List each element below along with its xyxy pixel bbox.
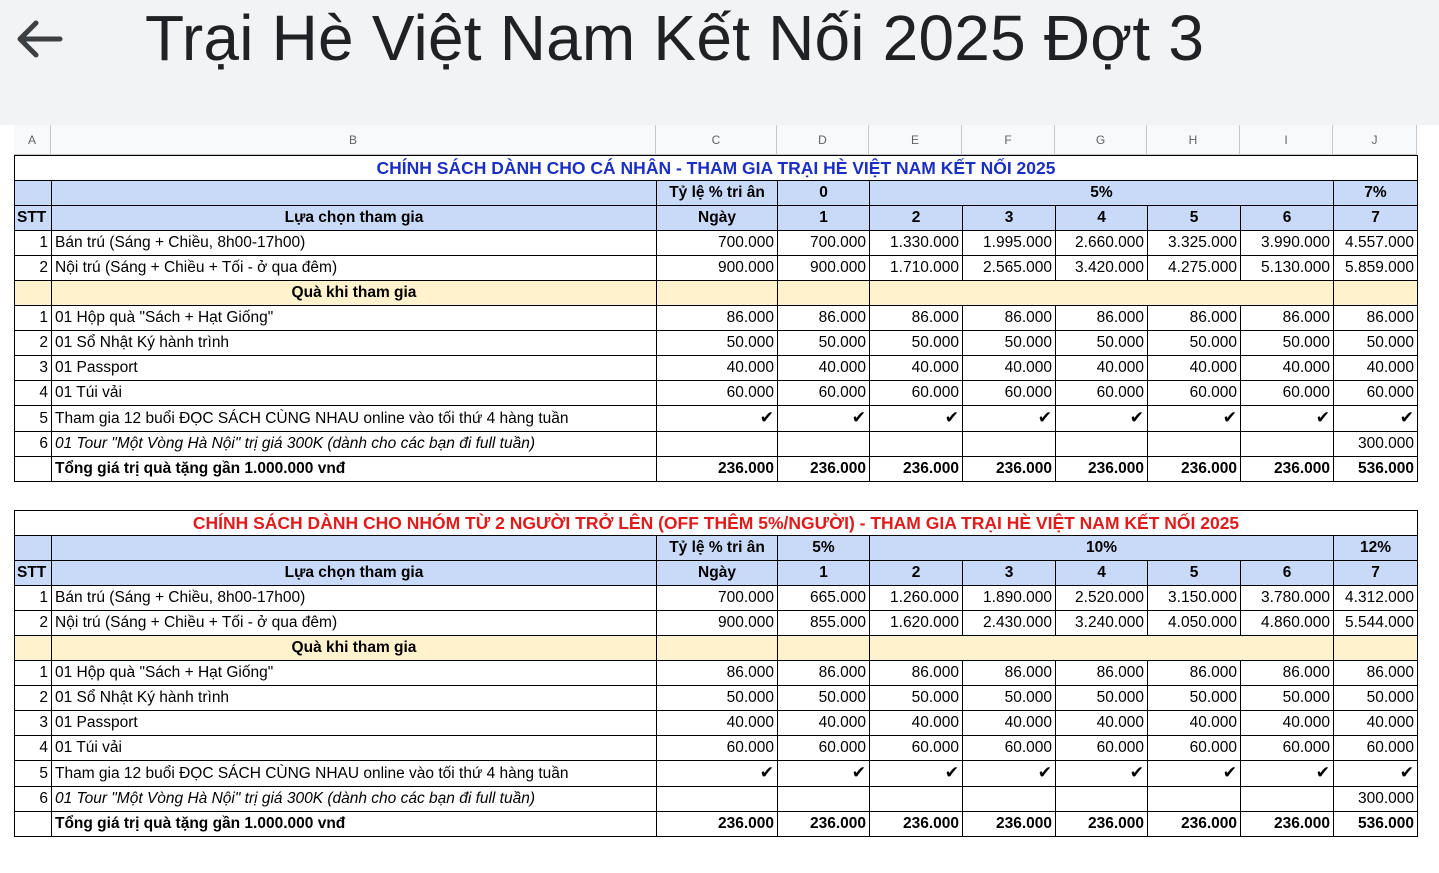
- gift-value[interactable]: 50.000: [1241, 331, 1334, 356]
- column-header-j[interactable]: J: [1333, 125, 1417, 155]
- section-title-row: [15, 156, 1418, 181]
- gift-value[interactable]: 40.000: [1334, 711, 1418, 736]
- gift-value[interactable]: 50.000: [778, 686, 870, 711]
- gift-value[interactable]: 40.000: [1334, 356, 1418, 381]
- empty-cell[interactable]: [15, 812, 52, 837]
- header-cell[interactable]: [15, 536, 52, 561]
- day-count-header[interactable]: 3: [963, 206, 1056, 231]
- total-value[interactable]: 236.000: [870, 812, 963, 837]
- gift-value[interactable]: 60.000: [657, 736, 778, 761]
- gift-value[interactable]: 60.000: [1056, 736, 1148, 761]
- empty-cell[interactable]: [963, 432, 1056, 457]
- header-cell[interactable]: [1334, 636, 1418, 661]
- total-value[interactable]: 236.000: [963, 812, 1056, 837]
- gift-value[interactable]: 60.000: [1148, 381, 1241, 406]
- checkbox-cell[interactable]: [778, 406, 870, 432]
- day-count-header[interactable]: 1: [778, 561, 870, 586]
- check-icon[interactable]: ✔: [1315, 408, 1330, 427]
- empty-cell[interactable]: [1056, 432, 1148, 457]
- total-value[interactable]: 236.000: [778, 812, 870, 837]
- gift-value[interactable]: 86.000: [1148, 661, 1241, 686]
- day-count-header[interactable]: 2: [870, 561, 963, 586]
- gift-value[interactable]: 60.000: [778, 736, 870, 761]
- gift-value[interactable]: 86.000: [870, 661, 963, 686]
- rate-day-1[interactable]: 0: [778, 181, 870, 206]
- total-row: [15, 812, 1418, 837]
- check-icon[interactable]: ✔: [1037, 408, 1052, 427]
- column-header-a[interactable]: A: [14, 125, 51, 155]
- page-title: Trại Hè Việt Nam Kết Nối 2025 Đợt 3: [145, 2, 1205, 74]
- checkbox-cell[interactable]: [1056, 406, 1148, 432]
- gift-name[interactable]: 01 Túi vải: [52, 736, 657, 761]
- rate-days-2-6[interactable]: 5%: [870, 181, 1334, 206]
- gift-value[interactable]: 50.000: [657, 331, 778, 356]
- price-cell[interactable]: 1.620.000: [870, 611, 963, 636]
- day-price[interactable]: 700.000: [657, 231, 778, 256]
- gift-name[interactable]: 01 Hộp quà "Sách + Hạt Giống": [52, 306, 657, 331]
- row-number[interactable]: 6: [15, 432, 52, 457]
- price-cell[interactable]: 900.000: [778, 256, 870, 281]
- price-cell[interactable]: 1.995.000: [963, 231, 1056, 256]
- gift-value[interactable]: 60.000: [1334, 736, 1418, 761]
- row-number[interactable]: 2: [15, 331, 52, 356]
- total-value[interactable]: 236.000: [1241, 457, 1334, 482]
- row-number[interactable]: 4: [15, 736, 52, 761]
- gift-value[interactable]: 40.000: [1241, 711, 1334, 736]
- price-cell[interactable]: 2.565.000: [963, 256, 1056, 281]
- price-cell[interactable]: 665.000: [778, 586, 870, 611]
- table-row: [15, 711, 1418, 736]
- table-row: [15, 406, 1418, 432]
- empty-cell[interactable]: [15, 457, 52, 482]
- tour-name[interactable]: 01 Tour "Một Vòng Hà Nội" trị giá 300K (dành cho các bạn đi full tuần): [52, 432, 657, 457]
- gift-value[interactable]: 50.000: [778, 331, 870, 356]
- gift-value[interactable]: 50.000: [1056, 331, 1148, 356]
- empty-cell[interactable]: [778, 787, 870, 812]
- table-row: [15, 611, 1418, 636]
- gift-value[interactable]: 60.000: [870, 381, 963, 406]
- column-header-i[interactable]: I: [1240, 125, 1333, 155]
- empty-cell[interactable]: [1241, 432, 1334, 457]
- price-cell[interactable]: 700.000: [778, 231, 870, 256]
- option-name[interactable]: Bán trú (Sáng + Chiều, 8h00-17h00): [52, 231, 657, 256]
- option-header[interactable]: Lựa chọn tham gia: [52, 206, 657, 231]
- row-number[interactable]: 5: [15, 761, 52, 787]
- day-count-header[interactable]: 5: [1148, 206, 1241, 231]
- arrow-left-icon: [10, 14, 66, 64]
- empty-cell[interactable]: [778, 432, 870, 457]
- column-header-g[interactable]: G: [1055, 125, 1147, 155]
- gift-value[interactable]: 60.000: [1056, 381, 1148, 406]
- day-count-header[interactable]: 4: [1056, 206, 1148, 231]
- column-header-d[interactable]: D: [777, 125, 869, 155]
- gift-value[interactable]: 60.000: [963, 381, 1056, 406]
- gift-value[interactable]: 50.000: [870, 331, 963, 356]
- header-cell[interactable]: [657, 636, 778, 661]
- gift-value[interactable]: 86.000: [1241, 661, 1334, 686]
- rate-day-7[interactable]: 7%: [1334, 181, 1418, 206]
- row-number[interactable]: 3: [15, 711, 52, 736]
- price-cell[interactable]: 3.420.000: [1056, 256, 1148, 281]
- gift-value[interactable]: 86.000: [1056, 661, 1148, 686]
- tour-value[interactable]: 300.000: [1334, 787, 1418, 812]
- header-cell[interactable]: [52, 536, 657, 561]
- price-cell[interactable]: 2.520.000: [1056, 586, 1148, 611]
- row-number[interactable]: 1: [15, 661, 52, 686]
- header-cell[interactable]: [657, 281, 778, 306]
- rate-days-2-6[interactable]: 10%: [870, 536, 1334, 561]
- gift-value[interactable]: 40.000: [963, 356, 1056, 381]
- checkbox-cell[interactable]: [1148, 406, 1241, 432]
- gift-header[interactable]: Quà khi tham gia: [52, 281, 657, 306]
- day-count-header[interactable]: 2: [870, 206, 963, 231]
- day-header[interactable]: Ngày: [657, 561, 778, 586]
- table-row: [15, 761, 1418, 787]
- price-cell[interactable]: 2.430.000: [963, 611, 1056, 636]
- gift-value[interactable]: 50.000: [870, 686, 963, 711]
- table-row: [15, 661, 1418, 686]
- price-cell[interactable]: 3.325.000: [1148, 231, 1241, 256]
- gift-value[interactable]: 40.000: [1148, 711, 1241, 736]
- day-price[interactable]: 700.000: [657, 586, 778, 611]
- checkbox-cell[interactable]: [963, 406, 1056, 432]
- header-cell[interactable]: [52, 181, 657, 206]
- price-cell[interactable]: 3.150.000: [1148, 586, 1241, 611]
- day-count-header[interactable]: 7: [1334, 206, 1418, 231]
- check-icon[interactable]: ✔: [944, 763, 959, 782]
- price-cell[interactable]: 5.130.000: [1241, 256, 1334, 281]
- day-count-header[interactable]: 6: [1241, 561, 1334, 586]
- price-cell[interactable]: 5.859.000: [1334, 256, 1418, 281]
- day-count-header[interactable]: 5: [1148, 561, 1241, 586]
- option-name[interactable]: Bán trú (Sáng + Chiều, 8h00-17h00): [52, 586, 657, 611]
- rate-day-1[interactable]: 5%: [778, 536, 870, 561]
- checkbox-cell[interactable]: [657, 761, 778, 787]
- gift-value[interactable]: 86.000: [1148, 306, 1241, 331]
- price-cell[interactable]: 1.710.000: [870, 256, 963, 281]
- total-value[interactable]: 536.000: [1334, 812, 1418, 837]
- check-icon[interactable]: ✔: [1037, 763, 1052, 782]
- total-value[interactable]: 236.000: [1056, 812, 1148, 837]
- empty-cell[interactable]: [1148, 787, 1241, 812]
- gift-value[interactable]: 86.000: [778, 661, 870, 686]
- gift-name[interactable]: 01 Passport: [52, 356, 657, 381]
- total-label[interactable]: Tổng giá trị quà tặng gần 1.000.000 vnđ: [52, 812, 657, 837]
- gift-value[interactable]: 50.000: [1148, 686, 1241, 711]
- check-icon[interactable]: ✔: [1222, 408, 1237, 427]
- row-number[interactable]: 1: [15, 306, 52, 331]
- price-cell[interactable]: 855.000: [778, 611, 870, 636]
- gift-value[interactable]: 40.000: [1056, 356, 1148, 381]
- back-button[interactable]: [10, 14, 66, 64]
- price-cell[interactable]: 3.780.000: [1241, 586, 1334, 611]
- tour-value[interactable]: 300.000: [1334, 432, 1418, 457]
- tour-name[interactable]: 01 Tour "Một Vòng Hà Nội" trị giá 300K (dành cho các bạn đi full tuần): [52, 787, 657, 812]
- day-price[interactable]: 900.000: [657, 256, 778, 281]
- table-row: [15, 736, 1418, 761]
- gift-name[interactable]: 01 Túi vải: [52, 381, 657, 406]
- empty-cell[interactable]: [1056, 787, 1148, 812]
- rate-label[interactable]: Tỷ lệ % tri ân: [657, 181, 778, 206]
- gift-value[interactable]: 40.000: [778, 711, 870, 736]
- total-value[interactable]: 236.000: [870, 457, 963, 482]
- check-icon[interactable]: ✔: [944, 408, 959, 427]
- total-value[interactable]: 236.000: [963, 457, 1056, 482]
- gift-value[interactable]: 40.000: [870, 711, 963, 736]
- gift-value[interactable]: 86.000: [963, 661, 1056, 686]
- check-icon[interactable]: ✔: [759, 408, 774, 427]
- table-row: [15, 306, 1418, 331]
- header-cell[interactable]: [778, 636, 870, 661]
- row-number[interactable]: 2: [15, 256, 52, 281]
- row-number[interactable]: 1: [15, 586, 52, 611]
- gift-value[interactable]: 86.000: [963, 306, 1056, 331]
- gift-value[interactable]: 86.000: [1334, 306, 1418, 331]
- total-label[interactable]: Tổng giá trị quà tặng gần 1.000.000 vnđ: [52, 457, 657, 482]
- header-cell[interactable]: [15, 636, 52, 661]
- check-icon[interactable]: ✔: [759, 763, 774, 782]
- gift-value[interactable]: 86.000: [1056, 306, 1148, 331]
- price-cell[interactable]: 4.860.000: [1241, 611, 1334, 636]
- empty-cell[interactable]: [963, 787, 1056, 812]
- gift-value[interactable]: 50.000: [1148, 331, 1241, 356]
- total-row: [15, 457, 1418, 482]
- gift-value[interactable]: 60.000: [1241, 381, 1334, 406]
- total-value[interactable]: 236.000: [778, 457, 870, 482]
- column-header-h[interactable]: H: [1147, 125, 1240, 155]
- gift-value[interactable]: 60.000: [1241, 736, 1334, 761]
- day-count-header[interactable]: 1: [778, 206, 870, 231]
- gift-value[interactable]: 40.000: [778, 356, 870, 381]
- gift-name[interactable]: 01 Passport: [52, 711, 657, 736]
- table-row: [15, 356, 1418, 381]
- gift-value[interactable]: 40.000: [1056, 711, 1148, 736]
- gift-value[interactable]: 60.000: [870, 736, 963, 761]
- checkbox-cell[interactable]: [1334, 761, 1418, 787]
- table-row: [15, 256, 1418, 281]
- column-headers: [14, 125, 1417, 155]
- individual-policy-table: [14, 155, 1418, 482]
- day-count-header[interactable]: 3: [963, 561, 1056, 586]
- column-header-c[interactable]: C: [656, 125, 777, 155]
- table-row: [15, 231, 1418, 256]
- header-cell[interactable]: [870, 636, 1334, 661]
- day-price[interactable]: 900.000: [657, 611, 778, 636]
- header-cell[interactable]: [870, 281, 1334, 306]
- total-value[interactable]: 236.000: [1056, 457, 1148, 482]
- option-name[interactable]: Nội trú (Sáng + Chiều + Tối - ở qua đêm): [52, 256, 657, 281]
- reading-name[interactable]: Tham gia 12 buổi ĐỌC SÁCH CÙNG NHAU online vào tối thứ 4 hàng tuần: [52, 406, 657, 432]
- price-cell[interactable]: 1.260.000: [870, 586, 963, 611]
- row-number[interactable]: 5: [15, 406, 52, 432]
- rate-header-row: [15, 181, 1418, 206]
- section-title[interactable]: CHÍNH SÁCH DÀNH CHO CÁ NHÂN - THAM GIA TRẠI HÈ VIỆT NAM KẾT NỐI 2025: [15, 156, 1418, 181]
- spreadsheet-grid[interactable]: [0, 125, 1439, 873]
- row-number[interactable]: 6: [15, 787, 52, 812]
- table-row: [15, 432, 1418, 457]
- table-row: [15, 331, 1418, 356]
- table-row: [15, 686, 1418, 711]
- column-header-f[interactable]: F: [962, 125, 1055, 155]
- empty-cell[interactable]: [657, 432, 778, 457]
- empty-cell[interactable]: [1241, 787, 1334, 812]
- price-cell[interactable]: 5.544.000: [1334, 611, 1418, 636]
- gift-value[interactable]: 50.000: [963, 686, 1056, 711]
- gift-value[interactable]: 40.000: [657, 711, 778, 736]
- gift-value[interactable]: 60.000: [778, 381, 870, 406]
- gift-value[interactable]: 40.000: [963, 711, 1056, 736]
- total-value[interactable]: 236.000: [1148, 812, 1241, 837]
- column-header-e[interactable]: E: [869, 125, 962, 155]
- gift-name[interactable]: 01 Hộp quà "Sách + Hạt Giống": [52, 661, 657, 686]
- price-cell[interactable]: 4.312.000: [1334, 586, 1418, 611]
- rate-label[interactable]: Tỷ lệ % tri ân: [657, 536, 778, 561]
- row-number[interactable]: 1: [15, 231, 52, 256]
- check-icon[interactable]: ✔: [851, 408, 866, 427]
- column-title-row: [15, 561, 1418, 586]
- empty-cell[interactable]: [1148, 432, 1241, 457]
- day-count-header[interactable]: 6: [1241, 206, 1334, 231]
- check-icon[interactable]: ✔: [1129, 763, 1144, 782]
- gift-value[interactable]: 50.000: [1334, 331, 1418, 356]
- header-cell[interactable]: [15, 281, 52, 306]
- total-value[interactable]: 236.000: [657, 457, 778, 482]
- column-header-b[interactable]: B: [51, 125, 656, 155]
- gift-value[interactable]: 40.000: [1148, 356, 1241, 381]
- check-icon[interactable]: ✔: [1222, 763, 1237, 782]
- section-title[interactable]: CHÍNH SÁCH DÀNH CHO NHÓM TỪ 2 NGƯỜI TRỞ LÊN (OFF THÊM 5%/NGƯỜI) - THAM GIA TRẠI HÈ VIỆT NAM KẾT NỐI 2025: [15, 511, 1418, 536]
- gift-header-row: [15, 281, 1418, 306]
- day-count-header[interactable]: 7: [1334, 561, 1418, 586]
- empty-cell[interactable]: [657, 787, 778, 812]
- group-policy-table: [14, 510, 1418, 837]
- checkbox-cell[interactable]: [1334, 406, 1418, 432]
- empty-cell[interactable]: [870, 787, 963, 812]
- gift-value[interactable]: 50.000: [963, 331, 1056, 356]
- gift-value[interactable]: 86.000: [657, 661, 778, 686]
- header-cell[interactable]: [15, 181, 52, 206]
- gift-value[interactable]: 60.000: [963, 736, 1056, 761]
- gift-value[interactable]: 50.000: [1241, 686, 1334, 711]
- total-value[interactable]: 236.000: [657, 812, 778, 837]
- gift-value[interactable]: 40.000: [1241, 356, 1334, 381]
- row-number[interactable]: 3: [15, 356, 52, 381]
- day-header[interactable]: Ngày: [657, 206, 778, 231]
- price-cell[interactable]: 4.557.000: [1334, 231, 1418, 256]
- check-icon[interactable]: ✔: [851, 763, 866, 782]
- checkbox-cell[interactable]: [1241, 406, 1334, 432]
- table-row: [15, 586, 1418, 611]
- check-icon[interactable]: ✔: [1399, 408, 1414, 427]
- gift-value[interactable]: 86.000: [1334, 661, 1418, 686]
- check-icon[interactable]: ✔: [1129, 408, 1144, 427]
- gift-name[interactable]: 01 Sổ Nhật Ký hành trình: [52, 331, 657, 356]
- checkbox-cell[interactable]: [1056, 761, 1148, 787]
- row-number[interactable]: 4: [15, 381, 52, 406]
- row-number[interactable]: 2: [15, 686, 52, 711]
- gift-value[interactable]: 60.000: [1334, 381, 1418, 406]
- gift-value[interactable]: 60.000: [1148, 736, 1241, 761]
- column-title-row: [15, 206, 1418, 231]
- checkbox-cell[interactable]: [963, 761, 1056, 787]
- gift-value[interactable]: 86.000: [778, 306, 870, 331]
- row-number[interactable]: 2: [15, 611, 52, 636]
- check-icon[interactable]: ✔: [1399, 763, 1414, 782]
- checkbox-cell[interactable]: [870, 761, 963, 787]
- day-count-header[interactable]: 4: [1056, 561, 1148, 586]
- gift-header[interactable]: Quà khi tham gia: [52, 636, 657, 661]
- header-cell[interactable]: [1334, 281, 1418, 306]
- option-name[interactable]: Nội trú (Sáng + Chiều + Tối - ở qua đêm): [52, 611, 657, 636]
- checkbox-cell[interactable]: [657, 406, 778, 432]
- gift-value[interactable]: 60.000: [657, 381, 778, 406]
- table-row: [15, 381, 1418, 406]
- price-cell[interactable]: 1.890.000: [963, 586, 1056, 611]
- gift-header-row: [15, 636, 1418, 661]
- header-cell[interactable]: [778, 281, 870, 306]
- price-cell[interactable]: 1.330.000: [870, 231, 963, 256]
- checkbox-cell[interactable]: [1148, 761, 1241, 787]
- gift-value[interactable]: 40.000: [870, 356, 963, 381]
- rate-header-row: [15, 536, 1418, 561]
- empty-cell[interactable]: [870, 432, 963, 457]
- rate-day-7[interactable]: 12%: [1334, 536, 1418, 561]
- price-cell[interactable]: 3.990.000: [1241, 231, 1334, 256]
- option-header[interactable]: Lựa chọn tham gia: [52, 561, 657, 586]
- gift-value[interactable]: 86.000: [657, 306, 778, 331]
- check-icon[interactable]: ✔: [1315, 763, 1330, 782]
- total-value[interactable]: 236.000: [1148, 457, 1241, 482]
- section-title-row: [15, 511, 1418, 536]
- gift-value[interactable]: 50.000: [657, 686, 778, 711]
- price-cell[interactable]: 4.275.000: [1148, 256, 1241, 281]
- total-value[interactable]: 536.000: [1334, 457, 1418, 482]
- gift-name[interactable]: 01 Sổ Nhật Ký hành trình: [52, 686, 657, 711]
- gift-value[interactable]: 40.000: [657, 356, 778, 381]
- price-cell[interactable]: 3.240.000: [1056, 611, 1148, 636]
- app-header: [0, 0, 1439, 125]
- gift-value[interactable]: 86.000: [1241, 306, 1334, 331]
- total-value[interactable]: 236.000: [1241, 812, 1334, 837]
- reading-name[interactable]: Tham gia 12 buổi ĐỌC SÁCH CÙNG NHAU online vào tối thứ 4 hàng tuần: [52, 761, 657, 787]
- gift-value[interactable]: 50.000: [1334, 686, 1418, 711]
- table-row: [15, 787, 1418, 812]
- gift-value[interactable]: 50.000: [1056, 686, 1148, 711]
- stt-header[interactable]: STT: [15, 561, 52, 586]
- price-cell[interactable]: 2.660.000: [1056, 231, 1148, 256]
- price-cell[interactable]: 4.050.000: [1148, 611, 1241, 636]
- checkbox-cell[interactable]: [870, 406, 963, 432]
- checkbox-cell[interactable]: [1241, 761, 1334, 787]
- gift-value[interactable]: 86.000: [870, 306, 963, 331]
- checkbox-cell[interactable]: [778, 761, 870, 787]
- stt-header[interactable]: STT: [15, 206, 52, 231]
